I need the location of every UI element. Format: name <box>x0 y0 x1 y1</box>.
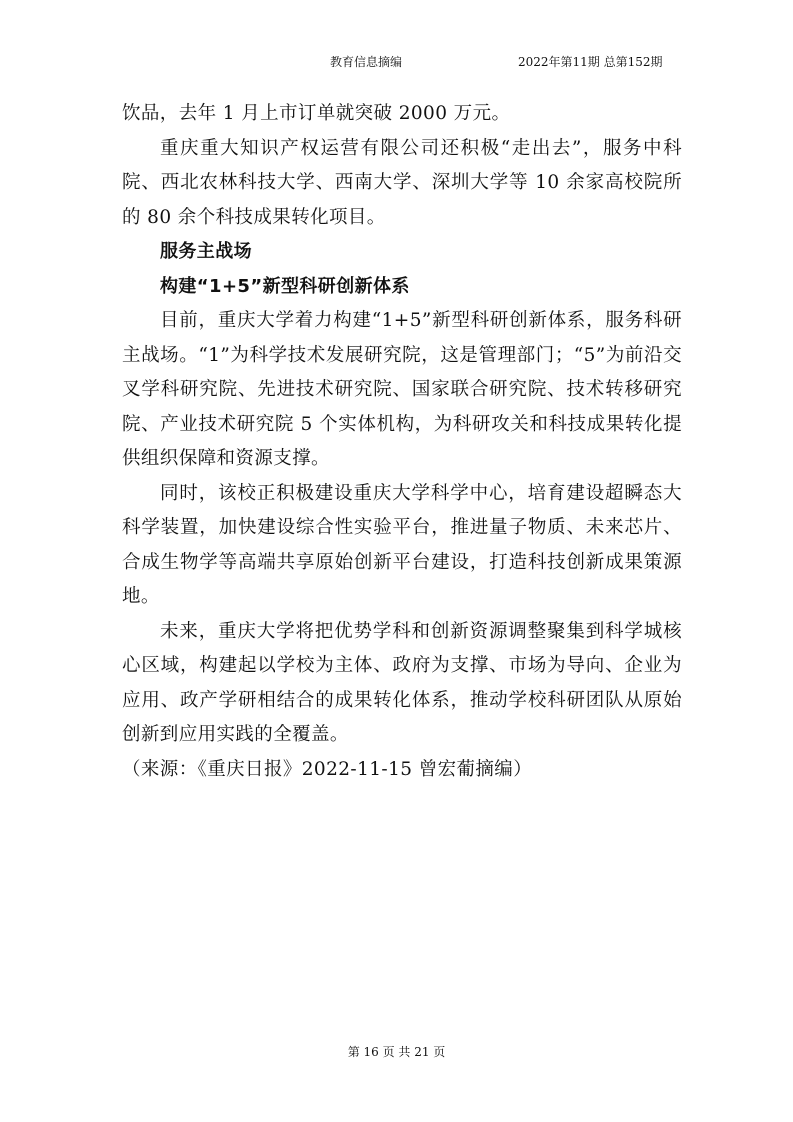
source-citation: （来源：《重庆日报》2022-11-15 曾宏葡摘编） <box>122 758 533 780</box>
header-issue: 2022年第11期 总第152期 <box>518 55 663 69</box>
paragraph-5: 未来，重庆大学将把优势学科和创新资源调整聚集到科学城核心区域，构建起以学校为主体、政府为支撑、市场为导向、企业为应用、政产学研相结合的成果转化体系，推动学校科研团队从原始创新到应用实践的全覆盖。 <box>122 620 682 745</box>
paragraph-1: 饮品，去年 1 月上市订单就突破 2000 万元。 <box>122 103 511 124</box>
article-body <box>122 97 682 787</box>
header-title: 教育信息摘编 <box>330 55 403 69</box>
paragraph-3: 目前，重庆大学着力构建“1+5”新型科研创新体系，服务科研主战场。“1”为科学技术发展研究院，这是管理部门；“5”为前沿交叉学科研究院、先进技术研究院、国家联合研究院、技术转移研究院、产业技术研究院 5 个实体机构，为科研攻关和科技成果转化提供组织保障和资源支撑。 <box>122 310 682 469</box>
subsection-heading: 构建“1+5”新型科研创新体系 <box>160 275 410 297</box>
paragraph-2: 重庆重大知识产权运营有限公司还积极“走出去”，服务中科院、西北农林科技大学、西南大学、深圳大学等 10 余家高校院所的 80 余个科技成果转化项目。 <box>122 137 682 228</box>
page-number: 第 16 页 共 21 页 <box>347 1045 446 1059</box>
paragraph-4: 同时，该校正积极建设重庆大学科学中心，培育建设超瞬态大科学装置，加快建设综合性实验平台，推进量子物质、未来芯片、合成生物学等高端共享原始创新平台建设，打造科技创新成果策源地。 <box>122 482 682 607</box>
section-heading: 服务主战场 <box>160 241 252 262</box>
